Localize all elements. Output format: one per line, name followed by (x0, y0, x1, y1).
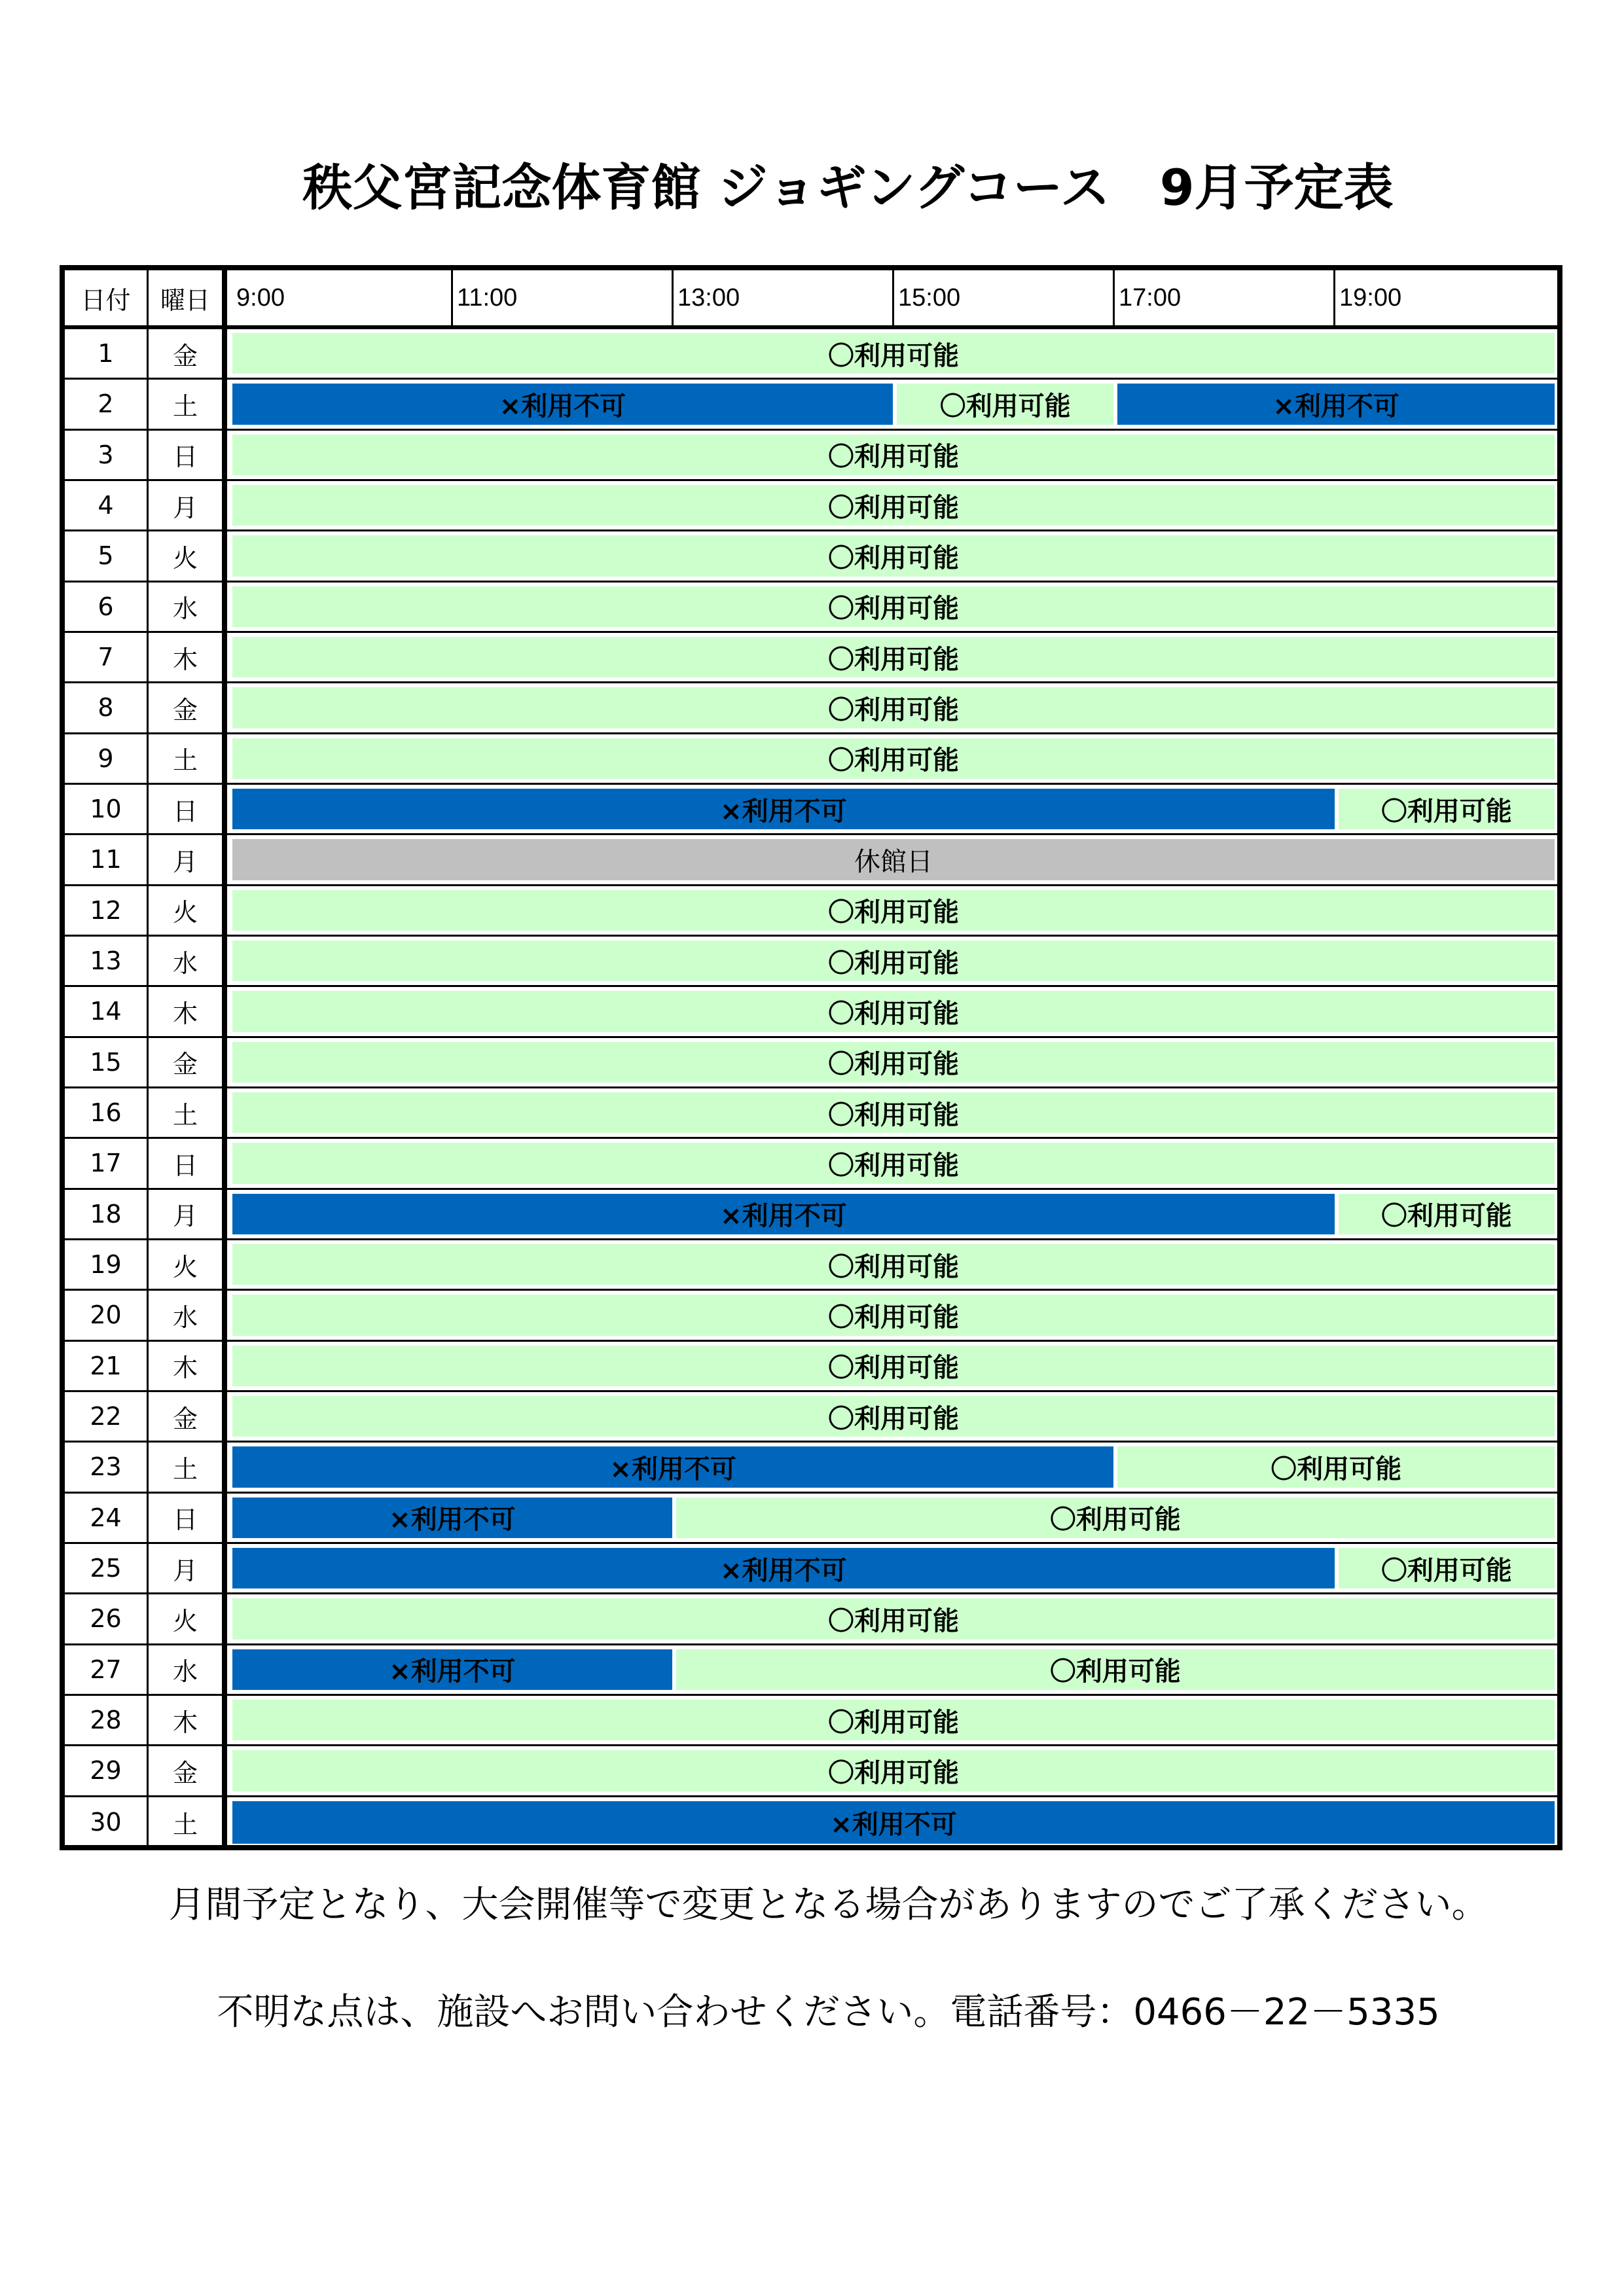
table-row (65, 1291, 1557, 1341)
available-slot: 〇利用可能 (232, 333, 1555, 374)
date-cell: 30 (65, 1797, 149, 1848)
available-slot: 〇利用可能 (232, 435, 1555, 475)
available-slot: 〇利用可能 (232, 1396, 1555, 1437)
table-row (65, 1139, 1557, 1189)
unavailable-slot: ×利用不可 (1117, 384, 1555, 424)
weekday-cell: 火 (149, 886, 227, 935)
table-row (65, 1443, 1557, 1493)
available-slot: 〇利用可能 (232, 1598, 1555, 1639)
weekday-cell: 金 (149, 1038, 227, 1086)
date-cell: 27 (65, 1645, 149, 1694)
available-slot: 〇利用可能 (232, 890, 1555, 931)
weekday-cell: 日 (149, 431, 227, 479)
table-row (65, 481, 1557, 531)
table-row (65, 835, 1557, 886)
date-cell: 25 (65, 1544, 149, 1592)
table-row (65, 1088, 1557, 1139)
weekday-cell: 木 (149, 1342, 227, 1390)
available-slot: 〇利用可能 (1117, 1446, 1555, 1487)
date-cell: 1 (65, 329, 149, 378)
unavailable-slot: ×利用不可 (232, 1498, 672, 1538)
available-slot: 〇利用可能 (232, 941, 1555, 981)
table-row (65, 1494, 1557, 1544)
table-row (65, 1696, 1557, 1746)
time-header-9: 9:00 (232, 270, 453, 325)
weekday-cell: 月 (149, 1544, 227, 1592)
weekday-cell: 月 (149, 835, 227, 884)
weekday-cell: 金 (149, 1746, 227, 1795)
schedule-note: 月間予定となり、大会開催等で変更となる場合がありますのでご了承ください。 (168, 1884, 1489, 1926)
weekday-cell: 木 (149, 987, 227, 1035)
date-cell: 18 (65, 1190, 149, 1238)
table-row (65, 1342, 1557, 1392)
table-row (65, 1746, 1557, 1797)
available-slot: 〇利用可能 (232, 1346, 1555, 1386)
table-row (65, 380, 1557, 430)
weekday-cell: 火 (149, 531, 227, 580)
available-slot: 〇利用可能 (1339, 1194, 1555, 1234)
table-row (65, 531, 1557, 582)
table-row (65, 987, 1557, 1037)
weekday-cell: 土 (149, 380, 227, 428)
date-cell: 14 (65, 987, 149, 1035)
available-slot: 〇利用可能 (232, 1750, 1555, 1791)
available-slot: 〇利用可能 (232, 1143, 1555, 1183)
date-cell: 6 (65, 583, 149, 631)
available-slot: 〇利用可能 (232, 738, 1555, 779)
table-row (65, 633, 1557, 683)
weekday-cell: 水 (149, 583, 227, 631)
date-cell: 23 (65, 1443, 149, 1491)
date-cell: 8 (65, 683, 149, 732)
available-slot: 〇利用可能 (676, 1498, 1555, 1538)
table-row (65, 1240, 1557, 1291)
table-row (65, 886, 1557, 937)
time-header-15: 15:00 (894, 270, 1115, 325)
weekday-cell: 木 (149, 633, 227, 681)
date-cell: 13 (65, 937, 149, 985)
date-cell: 29 (65, 1746, 149, 1795)
available-slot: 〇利用可能 (232, 535, 1555, 576)
header-row (65, 270, 1557, 329)
date-cell: 19 (65, 1240, 149, 1289)
available-slot: 〇利用可能 (1339, 789, 1555, 829)
table-row (65, 583, 1557, 633)
unavailable-slot: ×利用不可 (232, 1548, 1335, 1588)
weekday-cell: 火 (149, 1240, 227, 1289)
table-row (65, 1392, 1557, 1443)
date-cell: 22 (65, 1392, 149, 1441)
table-row (65, 1544, 1557, 1594)
contact-note: 不明な点は、施設へお問い合わせください。電話番号：0466－22－5335 (217, 1991, 1440, 2034)
date-cell: 9 (65, 734, 149, 783)
weekday-cell: 土 (149, 1088, 227, 1137)
available-slot: 〇利用可能 (232, 1295, 1555, 1335)
available-slot: 〇利用可能 (232, 637, 1555, 677)
weekday-cell: 水 (149, 1645, 227, 1694)
date-cell: 11 (65, 835, 149, 884)
weekday-cell: 月 (149, 1190, 227, 1238)
available-slot: 〇利用可能 (232, 1244, 1555, 1285)
weekday-cell: 土 (149, 734, 227, 783)
available-slot: 〇利用可能 (232, 1042, 1555, 1083)
table-row (65, 785, 1557, 835)
date-cell: 10 (65, 785, 149, 833)
date-cell: 24 (65, 1494, 149, 1542)
available-slot: 〇利用可能 (232, 485, 1555, 526)
table-row (65, 431, 1557, 481)
date-cell: 28 (65, 1696, 149, 1744)
available-slot: 〇利用可能 (1339, 1548, 1555, 1588)
unavailable-slot: ×利用不可 (232, 789, 1335, 829)
date-cell: 26 (65, 1594, 149, 1643)
date-cell: 3 (65, 431, 149, 479)
date-cell: 5 (65, 531, 149, 580)
table-row (65, 1797, 1557, 1848)
available-slot: 〇利用可能 (232, 1092, 1555, 1133)
page-title: 秩父宮記念体育館 ジョギングコース 9月予定表 (302, 158, 1394, 217)
unavailable-slot: ×利用不可 (232, 1649, 672, 1690)
available-slot: 〇利用可能 (897, 384, 1113, 424)
weekday-cell: 木 (149, 1696, 227, 1744)
available-slot: 〇利用可能 (232, 687, 1555, 728)
weekday-cell: 金 (149, 329, 227, 378)
schedule-table (60, 265, 1562, 1850)
table-row (65, 1038, 1557, 1088)
closed-slot: 休館日 (232, 839, 1555, 880)
available-slot: 〇利用可能 (232, 991, 1555, 1031)
table-row (65, 1594, 1557, 1645)
date-cell: 21 (65, 1342, 149, 1390)
unavailable-slot: ×利用不可 (232, 1446, 1113, 1487)
date-cell: 20 (65, 1291, 149, 1339)
weekday-cell: 日 (149, 1494, 227, 1542)
time-header-19: 19:00 (1339, 283, 1402, 312)
date-cell: 15 (65, 1038, 149, 1086)
date-cell: 4 (65, 481, 149, 529)
unavailable-slot: ×利用不可 (232, 1801, 1555, 1844)
weekday-cell: 火 (149, 1594, 227, 1643)
weekday-cell: 金 (149, 683, 227, 732)
weekday-column-header: 曜日 (149, 270, 227, 325)
date-cell: 17 (65, 1139, 149, 1187)
date-cell: 7 (65, 633, 149, 681)
time-header-11: 11:00 (453, 270, 674, 325)
time-header-17: 17:00 (1115, 270, 1335, 325)
date-column-header: 日付 (65, 270, 149, 325)
weekday-cell: 月 (149, 481, 227, 529)
time-header-13: 13:00 (674, 270, 894, 325)
date-cell: 2 (65, 380, 149, 428)
available-slot: 〇利用可能 (676, 1649, 1555, 1690)
date-cell: 16 (65, 1088, 149, 1137)
table-row (65, 683, 1557, 734)
unavailable-slot: ×利用不可 (232, 384, 893, 424)
weekday-cell: 金 (149, 1392, 227, 1441)
table-row (65, 937, 1557, 987)
table-row (65, 1645, 1557, 1696)
weekday-cell: 土 (149, 1443, 227, 1491)
weekday-cell: 日 (149, 1139, 227, 1187)
table-row (65, 329, 1557, 380)
available-slot: 〇利用可能 (232, 1700, 1555, 1740)
weekday-cell: 水 (149, 1291, 227, 1339)
available-slot: 〇利用可能 (232, 586, 1555, 627)
table-row (65, 1190, 1557, 1240)
table-row (65, 734, 1557, 785)
weekday-cell: 水 (149, 937, 227, 985)
date-cell: 12 (65, 886, 149, 935)
weekday-cell: 土 (149, 1797, 227, 1848)
weekday-cell: 日 (149, 785, 227, 833)
unavailable-slot: ×利用不可 (232, 1194, 1335, 1234)
